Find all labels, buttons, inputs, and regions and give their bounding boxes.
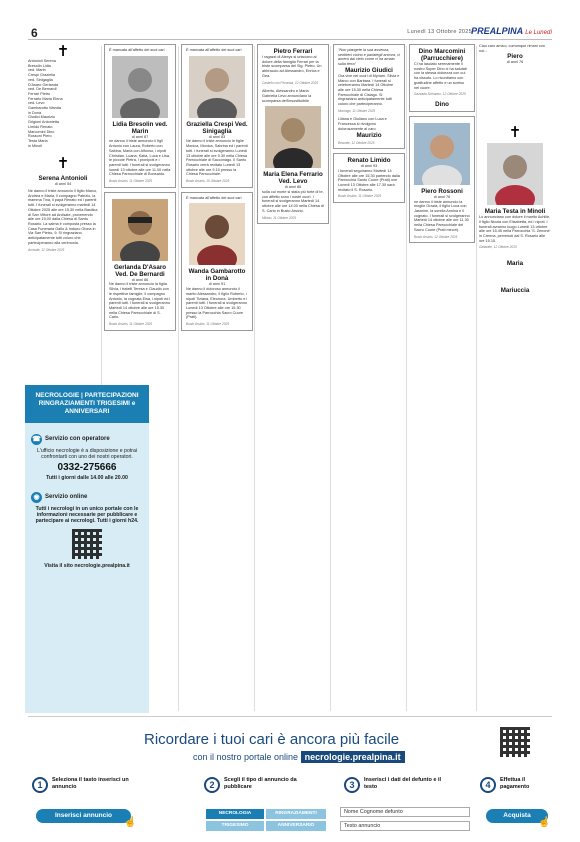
cross-icon: ✝ xyxy=(56,155,70,173)
obituary-age: di anni 86 xyxy=(284,185,302,190)
obituary-footer: Busto Arsizio, 11 Ottobre 2025 xyxy=(186,322,230,327)
obituary-intro: È mancata all'affetto dei suoi cari xyxy=(186,48,242,52)
banner-url[interactable]: necrologie.prealpina.it xyxy=(301,751,405,763)
portal-link[interactable]: Visita il sito necrologie.prealpina.it xyxy=(44,562,130,569)
obituary-footer: Busto Arsizio, 10 Ottobre 2025 xyxy=(186,179,230,184)
obituary-footer: Busto Arsizio, 11 Ottobre 2025 xyxy=(338,194,382,199)
step-3: 3 Inserisci i dati del defunto e il testo xyxy=(344,777,454,793)
obituary-text: Alberto, Alessandro e Maria Gabriella Levo annunciano la scomparsa dell'insostituibile xyxy=(262,89,312,103)
qr-code-icon[interactable] xyxy=(500,727,530,757)
cross-icon: ✝ xyxy=(56,43,70,60)
obituary-footer: Arcisate, 12 Ottobre 2025 xyxy=(28,247,65,252)
column-7 xyxy=(479,44,551,294)
obituary-box xyxy=(333,44,405,149)
obituary-box xyxy=(257,44,329,224)
obituary-text: ne danno il triste annuncio il figli Antonio con Laura, Roberto con Sabina, Maria con Alfonso, i nipoti Christian, Luana, Katia, Luca e Lisa, le piccole Pietra, i pronipoti e i parenti tutti. I funerali si svolgeranno lunedì 13 ottobre alle ore 11.00 nella Chiesa Parrocchiale di Bonsanto. xyxy=(109,139,171,177)
obituary-name: Pietro Ferrari xyxy=(273,48,313,55)
obituary-footer: Mornago, 11 Ottobre 2025 xyxy=(338,108,376,113)
portrait-photo xyxy=(112,56,168,118)
obituary-text: Ciao caro amico, comunque rimani con noi... xyxy=(479,44,545,53)
obituary-age: di anni 91 xyxy=(208,282,226,287)
notice-panel xyxy=(25,385,149,713)
operator-title: Servizio con operatore xyxy=(45,436,110,443)
portrait-photo xyxy=(189,203,245,265)
obituary-name: Gerlanda D'Asaro Ved. De Bernardi xyxy=(113,263,167,278)
obituary-age: di anni 83 xyxy=(208,134,226,139)
opening-hours: Tutti i giorni dalle 14.00 alle 20.00 xyxy=(46,475,128,482)
cross-icon: ✝ xyxy=(508,124,522,142)
obituary-text: Ne danno il triste annuncio la figlia Silvia, i fratelli Teresa e Claudio con le rispettive famiglie, il compagno Antonio, la cognata Elsa, i nipoti ed i parenti tutti. I funerali si svolgeranno Martedì 14 ottobre alle ore 15.30 nella Chiesa Parrocchiale di S. Carlo. xyxy=(109,282,171,320)
obituary-box xyxy=(181,192,253,331)
hand-cursor-icon: ☝ xyxy=(124,817,137,828)
obituary-footer: Castello con Ferranza, 12 Ottobre 2025 xyxy=(262,80,318,85)
portal-banner xyxy=(28,716,552,834)
obituary-age: di anni 76 xyxy=(506,60,524,65)
online-text: Tutti i necrologi in un unico portale con le informazioni necessarie per pubblicare e partecipare ai necrologi. Tutti i giorni h24. xyxy=(35,505,139,525)
phone-number[interactable]: 0332-275666 xyxy=(57,461,117,473)
obituary-age: di anni 54 xyxy=(54,182,72,187)
obituary-footer: Gallarate, 12 Ottobre 2025 xyxy=(479,245,517,250)
portrait-photo xyxy=(487,143,543,205)
obituary-text: ne danno il triste annuncio la moglie Grazia, il figlio Luca con Jasmine, la sorella Annina e il cognato. I funerali si svolgeranno Martedì 14 ottobre alle ore 11.30 nella Chiesa Parrocchiale del Sacro Cuore (Prati minori). xyxy=(414,199,470,232)
column-divider xyxy=(330,46,331,711)
obituary-footer: Busto Arsizio, 11 Ottobre 2025 xyxy=(109,322,153,327)
column-divider xyxy=(476,46,477,711)
step-2: 2 Scegli il tipo di annuncio da pubblicare xyxy=(204,777,314,793)
obituary-text: Ci ha lasciato serenamente il nostro Super Dino ci ha salutati con la stessa dolcezza con cui ha vissuto. Lo ricordiamo con gratitudine affetto e un sorriso nel cuore. xyxy=(414,62,467,90)
qr-code-icon[interactable] xyxy=(72,529,102,559)
portrait-photo xyxy=(414,123,470,185)
portrait-photo xyxy=(189,56,245,118)
operator-text: L'ufficio necrologie è a disposizione e potrai confrontarti con uno dei nostri operatori. xyxy=(36,448,138,461)
obituary-box xyxy=(409,116,475,243)
column-2 xyxy=(104,44,176,331)
tab-trigesimo[interactable]: TRIGESIMO xyxy=(206,821,264,831)
obituary-name: Dino Marcomini (Parrucchiere) xyxy=(418,48,466,62)
obituary-text: Ne danno il doloroso annuncio il marito Alessandro, il figlio Roberto, i nipoti Tiziana, Eleonora, Umberto e i parenti tutti. I funerali si svolgeranno Lunedì 13 Ottobre alle ore 15.30 presso la Parrocchia Sacro Cuore (Prati). xyxy=(186,287,248,320)
globe-icon: ◉ xyxy=(31,492,42,503)
deceased-name-field[interactable]: Nome Cognome defunto xyxy=(340,807,470,817)
brand-logo: PREALPINA Le Lunedì xyxy=(471,26,552,36)
obituary-footer: Busto Arsizio, 12 Ottobre 2025 xyxy=(414,234,458,239)
obituary-intro: È mancata all'affetto dei suoi cari xyxy=(186,195,242,200)
announcement-type-tabs xyxy=(206,809,326,831)
obituary-name: Maria xyxy=(506,260,524,268)
obituary-name: Renato Limido xyxy=(347,157,391,165)
obituary-text: I ragazzi di Alexys si uniscono al dolore della famiglia Ferrari per la triste scomparsa del Sig. Pietro. Un abbraccio ad Alessandro, Enrica e Gea. xyxy=(262,55,322,78)
banner-subline: con il nostro portale online necrologie.prealpina.it xyxy=(193,752,405,762)
obituary-box xyxy=(181,44,253,188)
obituary-name: Maria Testa in Minoli xyxy=(484,208,546,216)
notice-panel-title: NECROLOGIE | PARTECIPAZIONI RINGRAZIAMENTI TRIGESIMI e ANNIVERSARI xyxy=(25,385,149,423)
obituary-intro: È mancata all'affetto dei suoi cari xyxy=(109,48,165,52)
obituary-box xyxy=(104,44,176,188)
column-4 xyxy=(257,44,329,224)
column-6 xyxy=(409,44,475,243)
obituary-name: Piero xyxy=(507,53,523,61)
obituary-text: Lo annunciano con dolore il marito Achille, il figlio Nicola con Elisabetta, ed i nipoti. I funerali avranno luogo Lunedì 13 ottobre alle ore 15.45 nella Parrocchia 'S. Zenone' in Crenna, pervenuti dal S. Rosario alle ore 15.15. xyxy=(479,215,551,243)
obituary-age: di anni 86 xyxy=(131,277,149,282)
obituary-text: Liliana e Giuliano con Luca e Francesca si rivolgono dolorosamente al caro xyxy=(338,117,387,131)
column-divider xyxy=(178,46,179,711)
obituary-text: Ne danno il triste annuncio le figlie Monica, Monica, Sabrina ed i parenti tutti. I funerali si svolgeranno Lunedì 13 ottobre alle ore 9.30 nella Chiesa Parrocchiale di Sacconago. Il Santo Rosario verrà recitato Lunedì 13 ottobre alle ore 9.15 presso la Chiesa Parrocchiale. xyxy=(186,139,248,177)
obituary-quote: "Non piangete la sua assenza, sentitevi vicino e parlategli ancora, vi amerà dal cielo come vi ha amato sulla terra" xyxy=(338,48,400,67)
obituary-name: Maurizio xyxy=(356,131,382,139)
portrait-photo xyxy=(112,199,168,261)
obituary-text: Ne danno il triste annuncio il figlio Marco, Andrea e Maria, il compagno Patrizio, la mamma Tina, il papà Renato ed i parenti tutti. I funerali si svolgeranno martedì 14 Ottobre 2025 alle ore 15,30 nella Basilica di San Vittore ad Arcisate, provenendo alle ore 15,00 dalla Chiesa di Santo Rosario. La salma è composta presso la Casa Funeraria Gallo & Induno Olona in Via San Pietro, 9. Si ringraziano anticipatamente tutti coloro che parteciperanno alla cerimonia. xyxy=(28,189,98,245)
page-date: Lunedì 13 Ottobre 2025 xyxy=(407,29,472,35)
obituary-footer: Busto Arsizio, 11 Ottobre 2025 xyxy=(109,179,153,184)
announcement-text-field[interactable]: Testo annuncio xyxy=(340,821,470,831)
online-title: Servizio online xyxy=(45,493,88,500)
obituary-text: Ora vive nei cuori di Myriam, Silvia e Marco con Barbara. I funerali si celebreranno Martedì 14 Ottobre alle ore 15.30 nella Chiesa Parrocchiale di Cislago. Si ringraziano anticipatamente tutti coloro che parteciperanno. xyxy=(338,73,400,107)
obituary-age: di anni 93 xyxy=(360,164,378,169)
obituary-footer: Gazzada Schianno, 12 Ottobre 2025 xyxy=(414,92,466,97)
phone-icon: ☎ xyxy=(32,436,41,443)
obituary-name: Mariuccia xyxy=(500,287,530,295)
obituary-name: Graziella Crespi Ved. Sinigaglia xyxy=(186,120,248,135)
column-1 xyxy=(28,44,98,252)
obituary-box xyxy=(333,153,405,203)
column-divider xyxy=(254,46,255,711)
page-header xyxy=(28,26,552,40)
obituary-name: Wanda Gambarotto in Donà xyxy=(188,268,246,283)
obituary-age: di anni 87 xyxy=(131,134,149,139)
deceased-list: Antonioli Serena Bresolin Lidia ved. Marin Crespi Graziella ved. Sinigaglia D'Asaro Gerlanda ved. De Bernardi Ferrari Pietro Ferrario Maria Elena ved. Levo Gambarotto Wanda in Donà Giudici Maurizio Grigioni Antonietta Limido Renato Marcomini Dino Rossoni Piero Testa Maria in Minoli xyxy=(28,59,63,148)
obituary-name: Maria Elena Ferrario Ved. Levo xyxy=(263,171,323,186)
tab-anniversario[interactable]: ANNIVERSARIO xyxy=(266,821,326,831)
obituary-box xyxy=(104,192,176,331)
banner-headline: Ricordare i tuoi cari è ancora più facile xyxy=(144,731,400,748)
column-divider xyxy=(406,46,407,711)
page-number: 6 xyxy=(31,26,38,40)
obituary-name: Lidia Bresolin ved. Marin xyxy=(112,120,168,135)
obituary-age: di anni 76 xyxy=(433,194,451,199)
column-5 xyxy=(333,44,405,203)
obituary-text: I funerali seguiranno Martedì 14 Ottobre alle ore 15.30 partendo dalla Parrocchia Santo Cuore (Prati) ove Lunedì 13 Ottobre alle 17.30 sarà recitato il S. Rosario. xyxy=(338,168,400,192)
step-4: 4 Effettua il pagamento xyxy=(480,777,550,793)
obituary-footer: Milano, 11 Ottobre 2025 xyxy=(262,215,296,220)
step-1: 1 Seleziona il tasto inserisci un annuncio xyxy=(32,777,142,793)
obituary-name: Serena Antonioli xyxy=(38,175,88,183)
hand-cursor-icon: ☝ xyxy=(538,817,551,828)
portrait-photo xyxy=(265,106,321,168)
obituary-box xyxy=(409,44,475,112)
obituary-name: Piero Rossoni xyxy=(421,187,463,195)
tab-necrologia[interactable]: NECROLOGIA xyxy=(206,809,264,819)
column-3 xyxy=(181,44,253,331)
tab-ringraziamenti[interactable]: RINGRAZIAMENTI xyxy=(266,809,326,819)
buy-button[interactable]: Acquista xyxy=(486,809,548,823)
obituary-text: sulla cui morte si stata più forte di te, con affetto sono i nostri cuori. I funerali si svolgeranno Martedì 14 ottobre alle ore 14.00 nella Chiesa di S. Carlo in Busto Arsizio. xyxy=(262,190,324,213)
obituary-name: Dino xyxy=(435,100,449,108)
obituary-name: Maurizio Giudici xyxy=(345,66,393,74)
insert-announcement-button[interactable]: Inserisci annuncio xyxy=(36,809,131,823)
obituary-footer: Besnate, 12 Ottobre 2025 xyxy=(338,140,375,145)
